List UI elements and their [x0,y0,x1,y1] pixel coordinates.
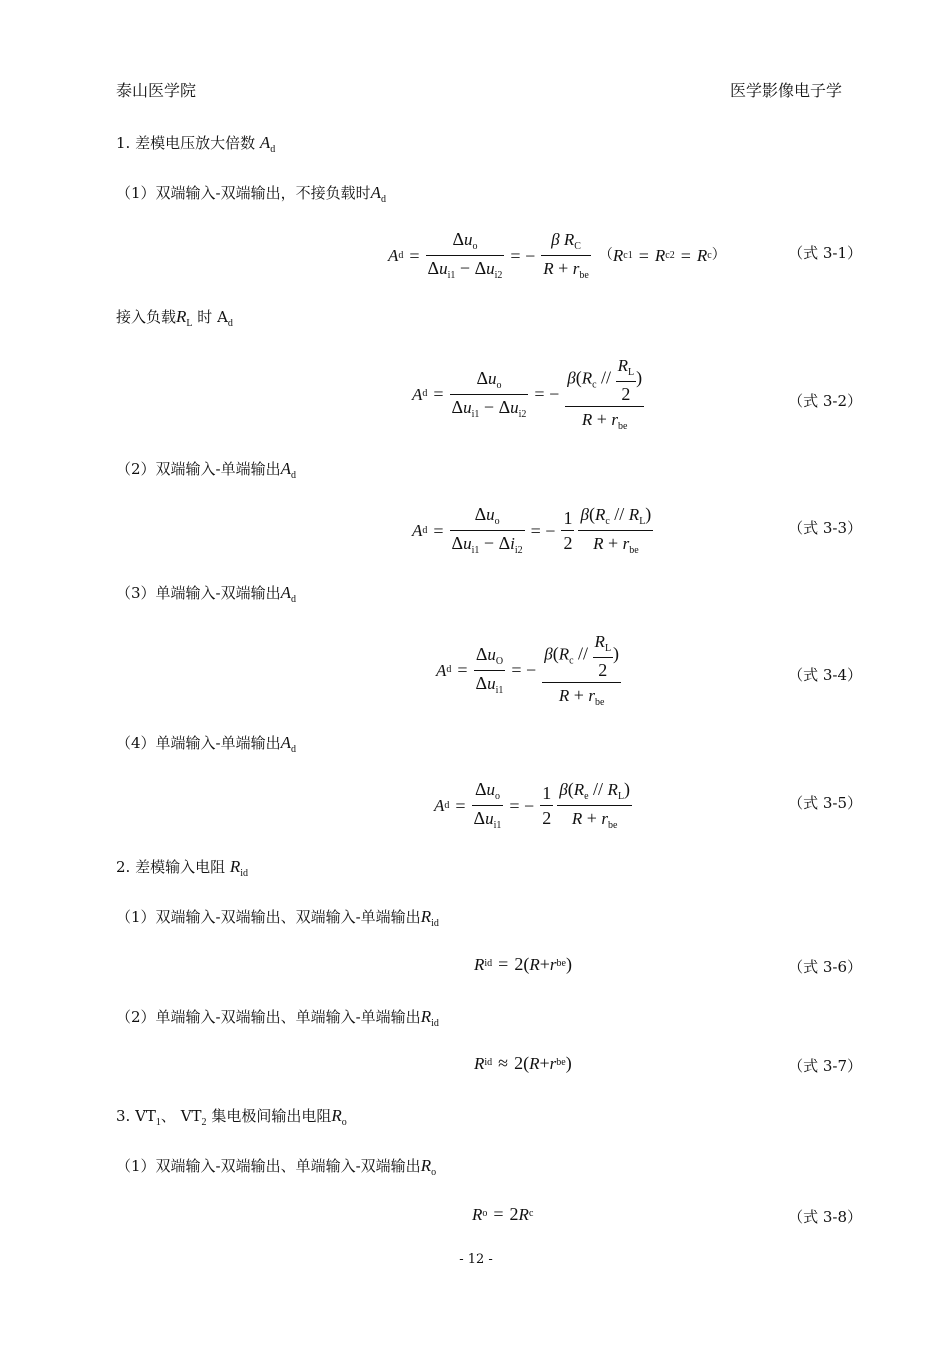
header-left: 泰山医学院 [116,81,197,100]
section-2-1-heading: （1）双端输入-双端输出、双端输入-单端输出$R_{id}$ [116,907,439,929]
section-2-2-heading: （2）单端输入-双端输出、单端输入-单端输出$R_{id}$ [116,1007,439,1029]
section-3-1-heading: （1）双端输入-双端输出、单端输入-双端输出$R_o$ [116,1156,437,1178]
section-3-heading: 3. $VT_1$、 $VT_2$ 集电极间输出电阻$R_o$ [116,1106,347,1128]
section-1-2-heading: （2）双端输入-单端输出$A_d$ [116,459,297,481]
equation-number-3-2: （式 3-2） [788,392,862,410]
section-1-heading: 1. 差模电压放大倍数 $A_d$ [116,133,276,155]
equation-3-1: A d = $\frac{\Delta u_o}{\Delta u_{i1} - \Delta u_{i2}}$ = − $\frac{\beta R_C}{R + r_{be}}$ （ R c1 = R c2 = R c ） [388,229,726,281]
equation-number-3-8: （式 3-8） [788,1208,862,1226]
equation-3-3: A d = $\frac{\Delta u_o}{\Delta u_{i1} - \Delta i_{i2}}$ = − $\frac{1}{2}$ $\frac{\beta(R_c // R_L)}{R + r_{be}}$ [412,504,652,556]
equation-3-8: R o = 2 R c [472,1204,534,1224]
equation-number-3-3: （式 3-3） [788,519,862,537]
equation-3-4: A d = $\frac{\Delta u_O}{\Delta u_{i1}}$ = − $\beta(R_c$ // $\frac{R_L}{2}$ ) $R + r_{be}$ [436,632,620,708]
section-1-4-heading: （4）单端输入-单端输出$A_d$ [116,733,297,755]
page-number: - 12 - [459,1252,493,1267]
equation-number-3-4: （式 3-4） [788,666,862,684]
equation-3-2: A d = $\frac{\Delta u_o}{\Delta u_{i1} - \Delta u_{i2}}$ = − $\beta(R_c$ // $\frac{R_L}{2}$ ) $R + r_{be}$ [412,356,643,432]
equation-number-3-7: （式 3-7） [788,1057,862,1075]
section-1-3-heading: （3）单端输入-双端输出$A_d$ [116,583,297,605]
header-right: 医学影像电子学 [729,81,842,100]
equation-3-6: R id = 2( R + r be ) [474,954,572,974]
section-2-heading: 2. 差模输入电阻 $R_{id}$ [116,857,249,879]
load-heading: 接入负载$R_L$ 时 $A_d$ [116,307,233,329]
section-1-1-heading: （1）双端输入-双端输出，不接负载时$A_d$ [116,183,387,205]
equation-number-3-1: （式 3-1） [788,244,862,262]
equation-number-3-6: （式 3-6） [788,958,862,976]
equation-3-7: R id ≈ 2( R + r be ) [474,1053,572,1073]
equation-number-3-5: （式 3-5） [788,794,862,812]
equation-3-5: A d = $\frac{\Delta u_o}{\Delta u_{i1}}$ = − $\frac{1}{2}$ $\frac{\beta(R_e // R_L)}{R + r_{be}}$ [434,779,631,831]
